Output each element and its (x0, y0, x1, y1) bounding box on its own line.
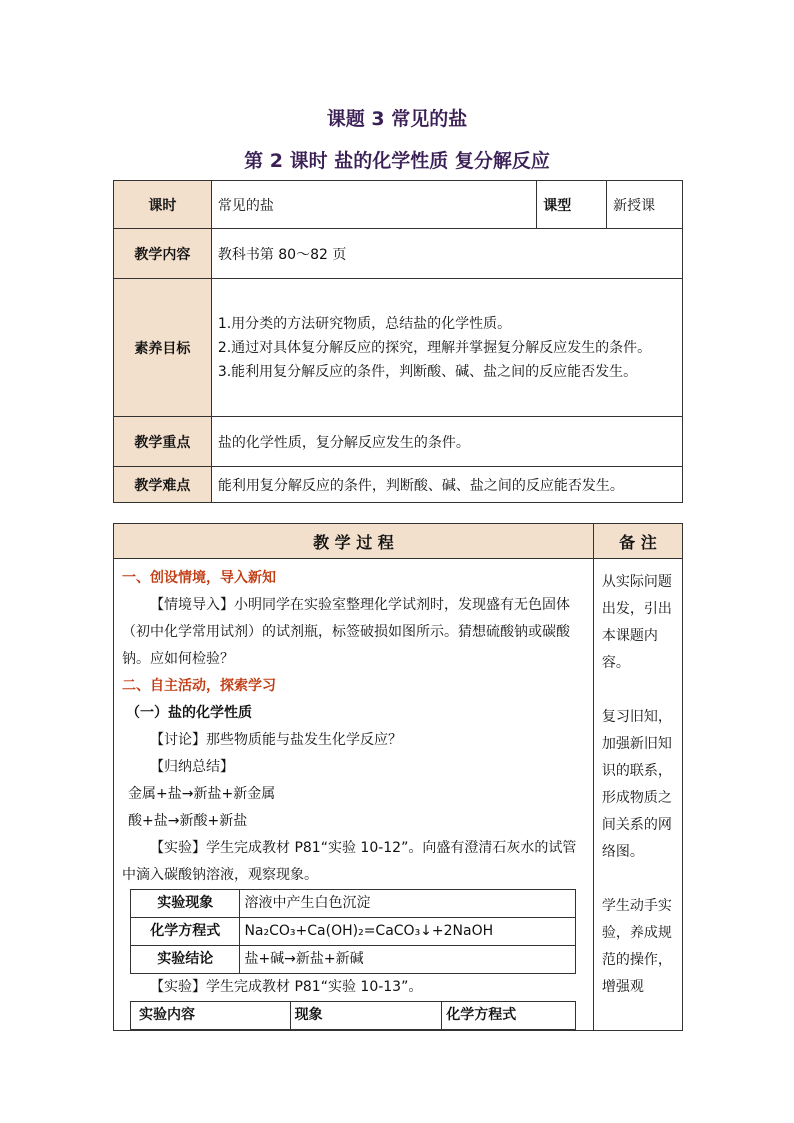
process-header: 教 学 过 程 (114, 524, 594, 559)
rule-line: 金属+盐→新盐+新金属 (128, 786, 276, 802)
info-row-content (114, 229, 683, 279)
process-content (114, 559, 594, 1031)
process-header-row (114, 524, 683, 559)
info-label-type: 课型 (537, 181, 607, 229)
lesson-title: 课题 3 常见的盐 (326, 108, 468, 130)
column-header: 实验内容 (131, 1002, 291, 1030)
process-body-row (114, 559, 683, 1031)
info-value: 能利用复分解反应的条件，判断酸、碱、盐之间的反应能否发生。 (211, 467, 682, 503)
goal-item: 1.用分类的方法研究物质，总结盐的化学性质。 (217, 315, 512, 332)
info-label: 教学重点 (114, 417, 212, 467)
paragraph: 【讨论】那些物质能与盐发生化学反应？ (150, 732, 402, 748)
paragraph: 【实验】学生完成教材 P81“实验 10-12”。向盛有澄清石灰水的试管中滴入碳酸钠溶液，观察现象。 (122, 840, 577, 883)
column-header: 化学方程式 (442, 1002, 576, 1030)
goal-item: 2.通过对具体复分解反应的探究，理解并掌握复分解反应发生的条件。 (217, 339, 652, 356)
paragraph: 【情境导入】小明同学在实验室整理化学试剂时，发现盛有无色固体（初中化学常用试剂）的试剂瓶，标签破损如图所示。猜想硫酸钠或碳酸钠。应如何检验？ (122, 597, 570, 667)
info-row-period (114, 181, 683, 229)
result-value: 盐+碱→新盐+新碱 (240, 946, 576, 974)
result-value: Na₂CO₃+Ca(OH)₂=CaCO₃↓+2NaOH (240, 918, 576, 946)
result-value: 溶液中产生白色沉淀 (240, 890, 576, 918)
table-row (131, 918, 576, 946)
column-header: 现象 (290, 1002, 442, 1030)
info-label: 教学难点 (114, 467, 212, 503)
subsection-heading: （一）盐的化学性质 (126, 705, 252, 721)
experiment-content-table (130, 1001, 576, 1030)
info-value: 常见的盐 (211, 181, 536, 229)
notes-header: 备 注 (593, 524, 682, 559)
experiment-result-table (130, 889, 576, 974)
info-label: 教学内容 (114, 229, 212, 279)
section-heading: 二、自主活动，探索学习 (122, 678, 276, 694)
rule-line: 酸+盐→新酸+新盐 (128, 813, 248, 829)
table-row (131, 890, 576, 918)
teaching-process-table (113, 523, 683, 1031)
table-row (131, 946, 576, 974)
info-value-type: 新授课 (607, 181, 683, 229)
note-item: 复习旧知，加强新旧知识的联系，形成物质之间关系的网络图。 (601, 709, 672, 860)
table-header-row (131, 1002, 576, 1030)
lesson-info-table (113, 180, 683, 503)
result-label: 化学方程式 (131, 918, 240, 946)
info-label: 课时 (114, 181, 212, 229)
info-row-key-points (114, 417, 683, 467)
info-value: 教科书第 80～82 页 (211, 229, 682, 279)
notes-column (593, 559, 682, 1031)
paragraph: 【归纳总结】 (150, 759, 234, 775)
info-value: 盐的化学性质，复分解反应发生的条件。 (211, 417, 682, 467)
info-row-goals (114, 279, 683, 417)
goal-item: 3.能利用复分解反应的条件，判断酸、碱、盐之间的反应能否发生。 (217, 363, 638, 380)
result-label: 实验现象 (131, 890, 240, 918)
lesson-subtitle: 第 2 课时 盐的化学性质 复分解反应 (244, 150, 550, 172)
goals-list (211, 279, 682, 417)
info-row-difficulties (114, 467, 683, 503)
note-item: 学生动手实验，养成规范的操作，增强观 (601, 898, 672, 995)
note-item: 从实际问题出发，引出本课题内容。 (601, 574, 672, 671)
section-heading: 一、创设情境，导入新知 (122, 570, 276, 586)
paragraph: 【实验】学生完成教材 P81“实验 10-13”。 (150, 979, 423, 995)
info-label: 素养目标 (114, 279, 212, 417)
result-label: 实验结论 (131, 946, 240, 974)
